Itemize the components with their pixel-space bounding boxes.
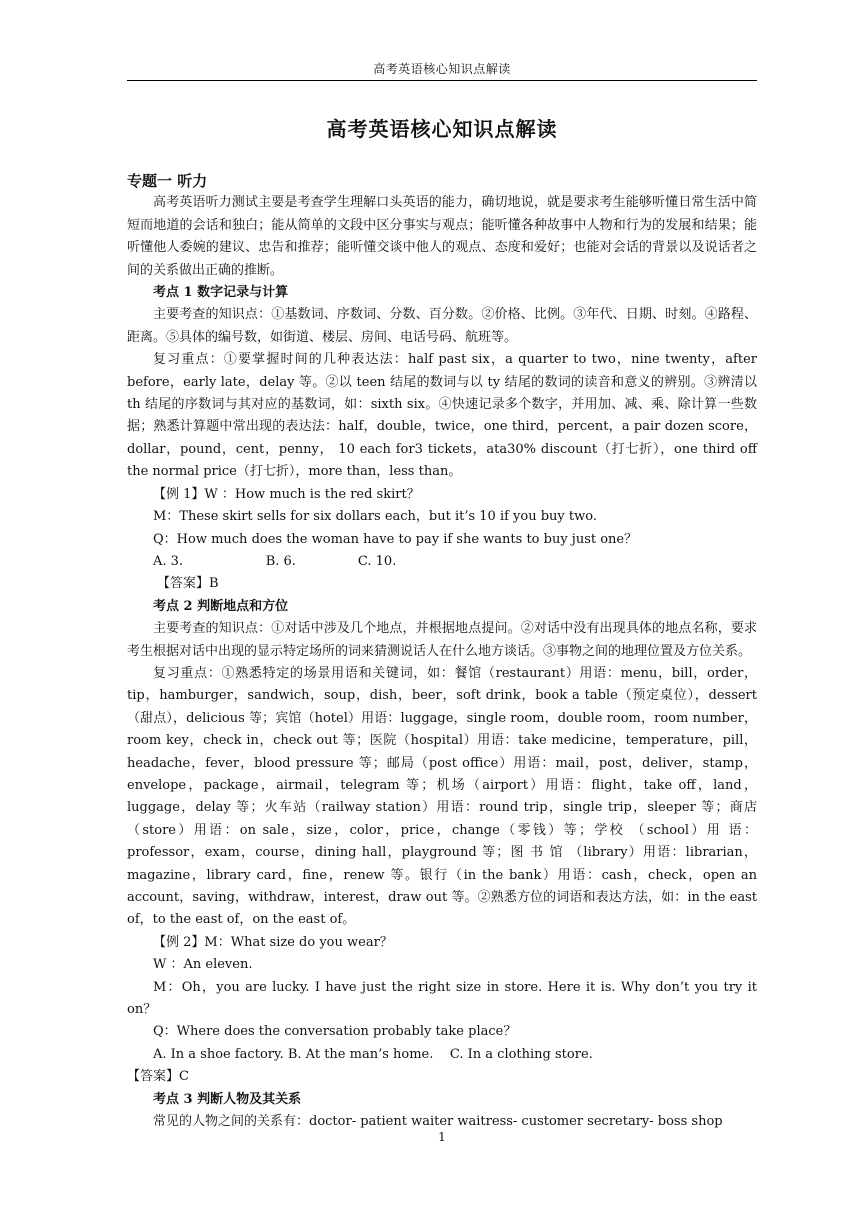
paragraph: 复习重点：①要掌握时间的几种表达法：half past six，a quarter to two，nine twenty，after before，early late，delay 等。②以 teen 结尾的数词与以 ty 结尾的数词的读音和意义的辨别。③辨清以 th 结尾的序数词与其对应的基数词，如：sixth six。④快速记录多个数字，并用加、减、乘、除计算一些数据；熟悉计算题中常出现的表达法：half，double，twice，one third，percent，a pair dozen score，dollar，pound，cent，penny， 10 each for3 tickets，ata30% discount（打七折），one third off the normal price（打七折），more than，less than。: [127, 352, 757, 480]
example-line: 【例 1】W ：How much is the red skirt？: [153, 486, 420, 502]
example-line: Q：How much does the woman have to pay if she wants to buy just one？: [153, 531, 638, 547]
answer-line: 【答案】B: [157, 576, 219, 592]
paragraph: 主要考查的知识点：①对话中涉及几个地点，并根据地点提问。②对话中没有出现具体的地点名称，要求考生根据对话中出现的显示特定场所的词来猜测说话人在什么地方谈话。③事物之间的地理位置及方位关系。: [127, 621, 757, 659]
paragraph: 复习重点：①熟悉特定的场景用语和关键词，如：餐馆（restaurant）用语：menu，bill，order，tip，hamburger，sandwich，soup，dish，beer，soft drink，book a table（预定桌位），dessert（甜点），delicious 等；宾馆（hotel）用语：luggage，single room，double room，room number，room key，check in，check out 等；医院（hospital）用语：take medicine，temperature，pill，headache，fever，blood pressure 等；邮局（post office）用语：mail，post，deliver，stamp，envelope，package，airmail，telegram 等；机场（airport）用语：flight，take off，land，luggage，delay 等；火车站（railway station）用语：round trip，single trip，sleeper 等；商店（store）用语：on sale，size，color，price，change（零钱）等；学校 （school）用 语：professor，exam，course，dining hall，playground 等；图 书 馆 （library）用语：librarian，magazine，library card，fine，renew 等。银行（in the bank）用语：cash，check，open an account，saving，withdraw，interest，draw out 等。②熟悉方位的词语和表达方法，如：in the east of，to the east of，on the east of。: [127, 665, 757, 928]
topic-heading-2: 考点 2 判断地点和方位: [153, 598, 289, 614]
header-divider: [127, 80, 757, 81]
running-header: 高考英语核心知识点解读: [373, 62, 511, 76]
paragraph: 主要考查的知识点：①基数词、序数词、分数、百分数。②价格、比例。③年代、日期、时刻。④路程、距离。⑤具体的编号数，如街道、楼层、房间、电话号码、航班等。: [127, 307, 757, 345]
section-title: 专题一 听力: [127, 172, 208, 190]
example-line: W ：An eleven.: [153, 957, 253, 973]
topic-heading-1: 考点 1 数字记录与计算: [153, 285, 289, 301]
answer-line: 【答案】C: [127, 1069, 189, 1085]
example-line: M：These skirt sells for six dollars each，but it’s 10 if you buy two.: [153, 509, 597, 525]
document-title: 高考英语核心知识点解读: [326, 117, 558, 141]
example-line: M：Oh，you are lucky. I have just the right size in store. Here it is. Why don’t you try it on？: [127, 979, 757, 1018]
example-options: A. 3. B. 6. C. 10.: [153, 553, 397, 569]
topic-heading-3: 考点 3 判断人物及其关系: [153, 1091, 302, 1107]
page-number: 1: [438, 1130, 446, 1144]
intro-paragraph: 高考英语听力测试主要是考查学生理解口头英语的能力，确切地说，就是要求考生能够听懂日常生活中简短而地道的会话和独白；能从简单的文段中区分事实与观点；能听懂各种故事中人物和行为的发展和结果；能听懂他人委婉的建议、忠告和推荐；能听懂交谈中他人的观点、态度和爱好；也能对会话的背景以及说话者之间的关系做出正确的推断。: [127, 195, 757, 278]
example-options: A. In a shoe factory. B. At the man’s home. C. In a clothing store.: [153, 1046, 593, 1062]
example-line: 【例 2】M：What size do you wear？: [153, 934, 393, 950]
example-line: Q：Where does the conversation probably take place？: [153, 1024, 517, 1040]
paragraph: 常见的人物之间的关系有：doctor- patient waiter waitress- customer secretary- boss shop: [153, 1114, 723, 1130]
document-body: [127, 170, 757, 1133]
